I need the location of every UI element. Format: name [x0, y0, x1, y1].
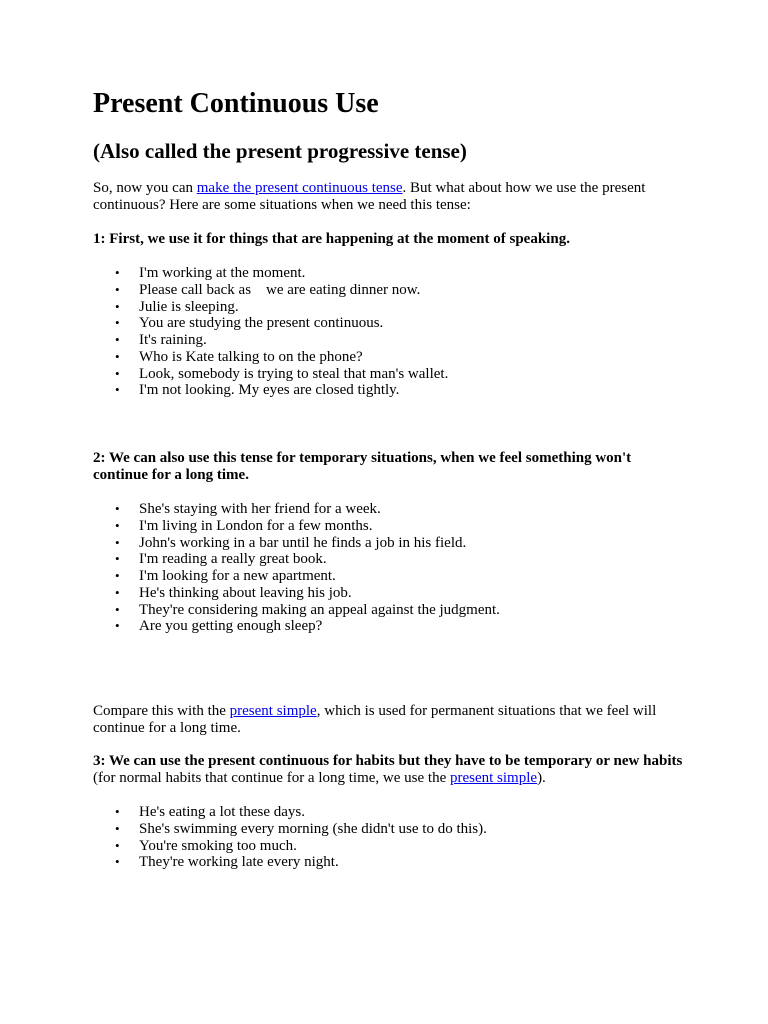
list-item [93, 821, 683, 838]
list-item-text: Please call back as we are eating dinner now. [139, 281, 421, 298]
section-3-note-after: ). [537, 770, 546, 786]
bullet-icon: • [115, 265, 120, 280]
list-item [93, 501, 683, 518]
bullet-icon: • [115, 854, 120, 870]
bullet-icon: • [115, 281, 120, 297]
make-present-continuous-link[interactable]: make the present continuous tense [196, 180, 403, 196]
list-item [93, 315, 683, 332]
bullet-icon: • [115, 501, 120, 516]
intro-text-after: . But what about how we use the present continuous? Here are some situations when we need this tense: [93, 180, 646, 213]
list-item [93, 551, 683, 568]
section-2-heading: 2: We can also use this tense for temporary situations, when we feel something won't continue for a long time. [93, 450, 632, 483]
section-1-heading: 1: First, we use it for things that are happening at the moment of speaking. [93, 231, 570, 247]
list-item-text: I'm looking for a new apartment. [139, 568, 336, 584]
section-3-heading-bold: 3: We can use the present continuous for habits but they have to be temporary or new habits [93, 753, 683, 769]
list-item [93, 854, 683, 871]
compare-paragraph [93, 703, 683, 737]
list-item [93, 568, 683, 585]
list-item-text: She's staying with her friend for a week. [139, 501, 381, 517]
list-item-text: You're smoking too much. [139, 837, 297, 854]
list-item-text: Who is Kate talking to on the phone? [139, 348, 363, 365]
bullet-icon: • [115, 382, 120, 398]
bullet-icon: • [115, 618, 120, 634]
bullet-icon: • [115, 348, 120, 364]
list-item [93, 265, 683, 282]
list-item-text: Are you getting enough sleep? [139, 618, 323, 635]
bullet-icon: • [115, 534, 120, 550]
list-item [93, 602, 683, 619]
compare-text-after: , which is used for permanent situations that we feel will continue for a long time. [93, 703, 657, 736]
bullet-icon: • [115, 837, 120, 853]
section-3-note-before: (for normal habits that continue for a long time, we use the [93, 770, 450, 786]
bullet-icon: • [115, 298, 120, 314]
list-item-text: Julie is sleeping. [139, 298, 239, 315]
list-item [93, 804, 683, 821]
list-item [93, 366, 683, 383]
intro-paragraph [93, 180, 683, 214]
list-item-text: I'm living in London for a few months. [139, 517, 373, 534]
list-item [93, 282, 683, 299]
list-item-text: They're considering making an appeal against the judgment. [139, 601, 500, 618]
present-simple-link-2[interactable]: present simple [449, 770, 538, 786]
page-title: Present Continuous Use [93, 88, 379, 119]
bullet-icon: • [115, 601, 120, 617]
bullet-icon: • [115, 804, 120, 819]
bullet-icon: • [115, 551, 120, 567]
section-1-list [93, 265, 683, 399]
compare-text-before: Compare this with the [93, 703, 230, 719]
list-item-text: I'm working at the moment. [139, 265, 306, 281]
intro-text-before: So, now you can [93, 180, 197, 196]
list-item-text: She's swimming every morning (she didn't use to do this). [139, 820, 487, 837]
bullet-icon: • [115, 332, 120, 347]
present-simple-link[interactable]: present simple [229, 703, 317, 719]
list-item [93, 618, 683, 635]
list-item-text: They're working late every night. [139, 854, 339, 871]
list-item [93, 838, 683, 855]
list-item-text: John's working in a bar until he finds a job in his field. [139, 534, 467, 551]
list-item [93, 585, 683, 602]
list-item [93, 299, 683, 316]
list-item [93, 349, 683, 366]
bullet-icon: • [115, 568, 120, 583]
list-item-text: It's raining. [139, 332, 207, 348]
page-subtitle: (Also called the present progressive tense) [93, 139, 467, 163]
bullet-icon: • [115, 517, 120, 533]
list-item [93, 382, 683, 399]
list-item [93, 332, 683, 349]
bullet-icon: • [115, 365, 120, 381]
bullet-icon: • [115, 584, 120, 600]
list-item-text: Look, somebody is trying to steal that man's wallet. [139, 365, 449, 382]
bullet-icon: • [115, 820, 120, 836]
section-2-list [93, 501, 683, 635]
list-item-text: You are studying the present continuous. [139, 315, 384, 332]
section-3-list [93, 804, 683, 871]
list-item [93, 518, 683, 535]
list-item [93, 535, 683, 552]
list-item-text: He's thinking about leaving his job. [139, 584, 352, 601]
section-3-heading [93, 753, 683, 787]
list-item-text: He's eating a lot these days. [139, 804, 305, 820]
list-item-text: I'm not looking. My eyes are closed tightly. [139, 382, 400, 399]
bullet-icon: • [115, 315, 120, 331]
list-item-text: I'm reading a really great book. [139, 551, 327, 568]
